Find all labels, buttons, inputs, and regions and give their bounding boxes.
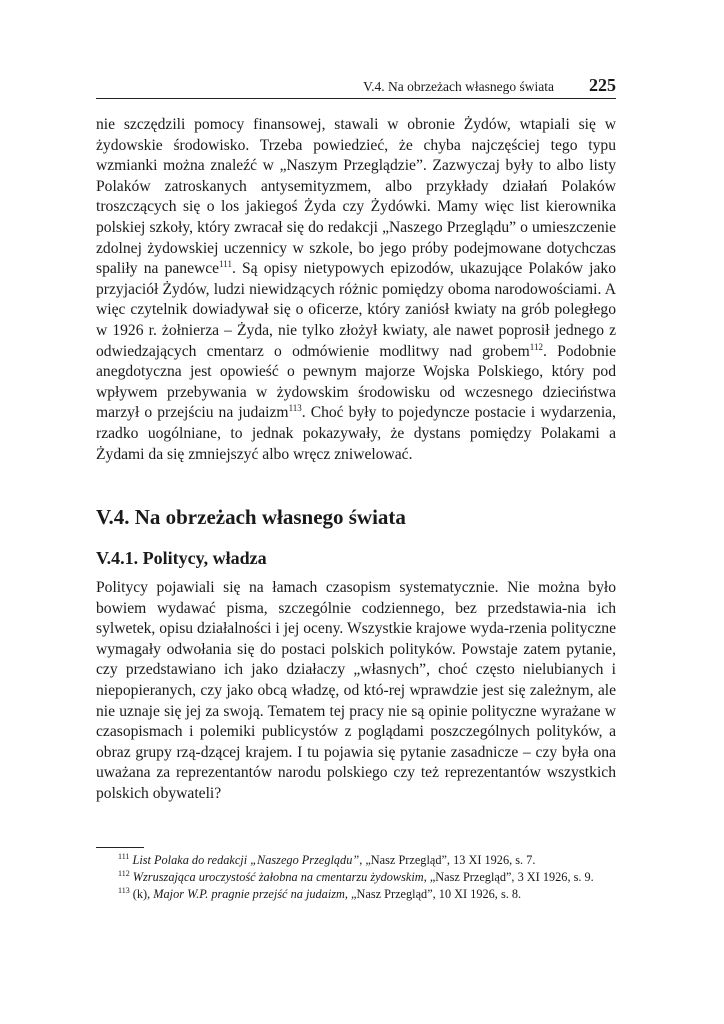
footnote-title: Wzruszająca uroczystość żałobna na cmentarzu żydowskim xyxy=(132,870,424,884)
paragraph-text: . Są opisy nietypowych epizodów, ukazujące Polaków jako przyjaciół Żydów, ludzi niewidzących różnic pomiędzy oboma narodowościami. A więc czytelnik dowiadywał się o oficerze, który zaniósł kwiaty na grób poległego w 1926 r. żołnierza – Żyda, nie tylko złożył kwiaty, ale nawet poprosił jednego z odwiedzających cmentarz o odmówienie modlitwy nad grobem xyxy=(96,260,616,360)
footnote-author: (k), xyxy=(129,887,154,901)
running-title: V.4. Na obrzeżach własnego świata xyxy=(363,79,554,94)
footnote-113 xyxy=(96,886,616,903)
footnote-separator xyxy=(96,847,144,848)
footnotes xyxy=(96,852,616,903)
paragraph-text: . Choć były to pojedyncze postacie i wydarzenia, rzadko uogólniane, to jednak pokazywały, że dystans pomiędzy Polakami a Żydami da się zmniejszyć albo wręcz zniwelować. xyxy=(96,404,616,463)
footnote-source: , „Nasz Przegląd”, 13 XI 1926, s. 7. xyxy=(359,853,536,867)
footnote-111 xyxy=(96,852,616,869)
footnote-number: 113 xyxy=(118,885,130,895)
footnote-number: 112 xyxy=(118,868,130,878)
body-paragraph-2: Politycy pojawiali się na łamach czasopism systematycznie. Nie można było bowiem wydawać pisma, szczególnie codziennego, bez przedstawia-nia ich sylwetek, opisu działalności i jej oceny. Wszystkie krajowe wyda-rzenia polityczne wymagały odwołania się do postaci polskich polityków. Powstaje zatem pytanie, czy przedstawiano ich jako działaczy „własnych”, choć często nielubianych i niepopieranych, czy jako obcą władzę, od któ-rej wprawdzie jest się zależnym, ale nie uznaje się jej za swoją. Tematem tej pracy nie są opinie polityczne wyrażane w czasopismach i polemiki publicystów z poglądami poszczególnych polityków, a obraz grupy rzą-dzącej krajem. I tu pojawia się pytanie zasadnicze – czy była ona uważana za reprezentantów narodu polskiego czy też reprezentantów wszystkich polskich obywateli? xyxy=(96,579,616,802)
footnote-ref-113[interactable]: 113 xyxy=(288,403,302,414)
footnote-title: List Polaka do redakcji „Naszego Przeglądu” xyxy=(132,853,360,867)
page-number: 225 xyxy=(589,75,616,95)
footnote-source: , „Nasz Przegląd”, 3 XI 1926, s. 9. xyxy=(423,870,594,884)
footnote-ref-111[interactable]: 111 xyxy=(219,258,232,269)
footnote-112 xyxy=(96,869,616,886)
section-heading: V.4. Na obrzeżach własnego świata xyxy=(96,505,406,529)
footnote-ref-112[interactable]: 112 xyxy=(529,341,543,352)
paragraph-text: . Podobnie anegdotyczna jest opowieść o pewnym majorze Wojska Polskiego, który pod wpływem przebywania w żydowskim środowisku od wczesnego dzieciństwa marzył o przejściu na judaizm xyxy=(96,342,616,422)
footnote-source: , „Nasz Przegląd”, 10 XI 1926, s. 8. xyxy=(344,887,522,901)
subsection-heading: V.4.1. Politycy, władza xyxy=(96,548,267,568)
paragraph-text: nie szczędzili pomocy finansowej, stawali w obronie Żydów, wtapiali się w żydowskie środowisko. Trzeba powiedzieć, że chyba najczęściej tego typu wzmianki można znaleźć w „Naszym Przeglądzie”. Zazwyczaj były to albo listy Polaków zatroskanych antysemityzmem, albo przykłady działań Polaków troszczących się o los jakiegoś Żyda czy Żydówki. Mamy więc list kierownika polskiej szkoły, który zwracał się do redakcji „Naszego Przeglądu” o umieszczenie zdolnej żydowskiej uczennicy w szkole, bo jego próby podejmowane dotychczas spaliły na panewce xyxy=(96,116,616,278)
footnote-number: 111 xyxy=(118,851,130,861)
footnote-title: Major W.P. pragnie przejść na judaizm xyxy=(153,887,345,901)
body-paragraph-1 xyxy=(96,115,616,465)
running-header xyxy=(96,74,616,99)
